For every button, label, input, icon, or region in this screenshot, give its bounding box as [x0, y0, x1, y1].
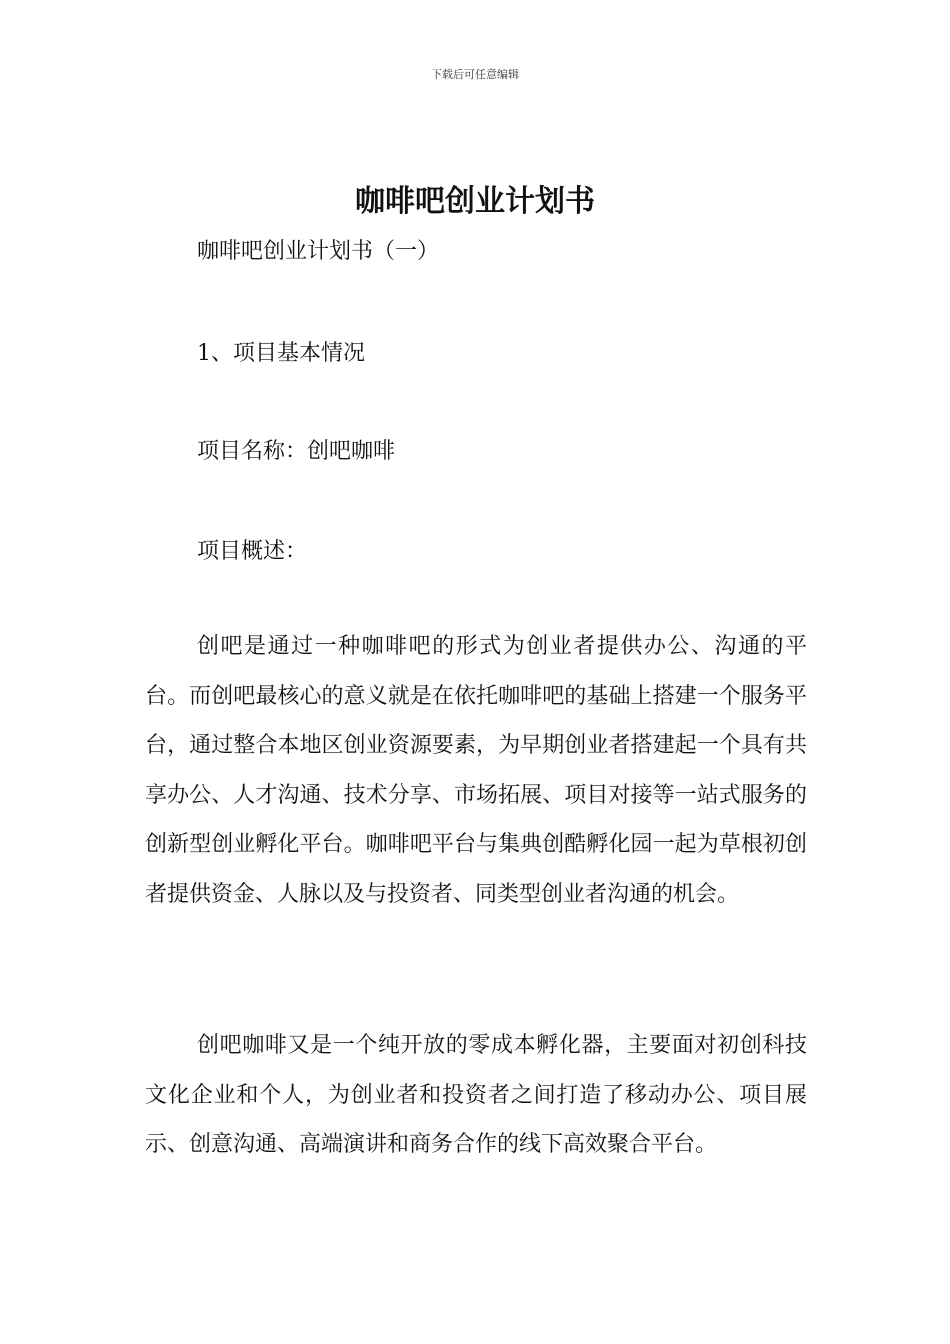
subtitle: 咖啡吧创业计划书（一） [197, 239, 440, 264]
overview-paragraph-1: 创吧是通过一种咖啡吧的形式为创业者提供办公、沟通的平台。而创吧最核心的意义就是在依托咖啡吧的基础上搭建一个服务平台，通过整合本地区创业资源要素，为早期创业者搭建起一个具有共享办公、人才沟通、技术分享、市场拓展、项目对接等一站式服务的创新型创业孵化平台。咖啡吧平台与集典创酷孵化园一起为草根初创者提供资金、人脉以及与投资者、同类型创业者沟通的机会。 [145, 634, 807, 907]
section-heading: 1、项目基本情况 [197, 341, 365, 366]
header-note: 下载后可任意编辑 [431, 68, 519, 81]
project-name: 项目名称：创吧咖啡 [197, 439, 396, 464]
overview-label: 项目概述： [197, 539, 308, 564]
document-title: 咖啡吧创业计划书 [355, 184, 595, 219]
overview-paragraph-2: 创吧咖啡又是一个纯开放的零成本孵化器，主要面对初创科技文化企业和个人，为创业者和投资者之间打造了移动办公、项目展示、创意沟通、高端演讲和商务合作的线下高效聚合平台。 [145, 1033, 807, 1157]
